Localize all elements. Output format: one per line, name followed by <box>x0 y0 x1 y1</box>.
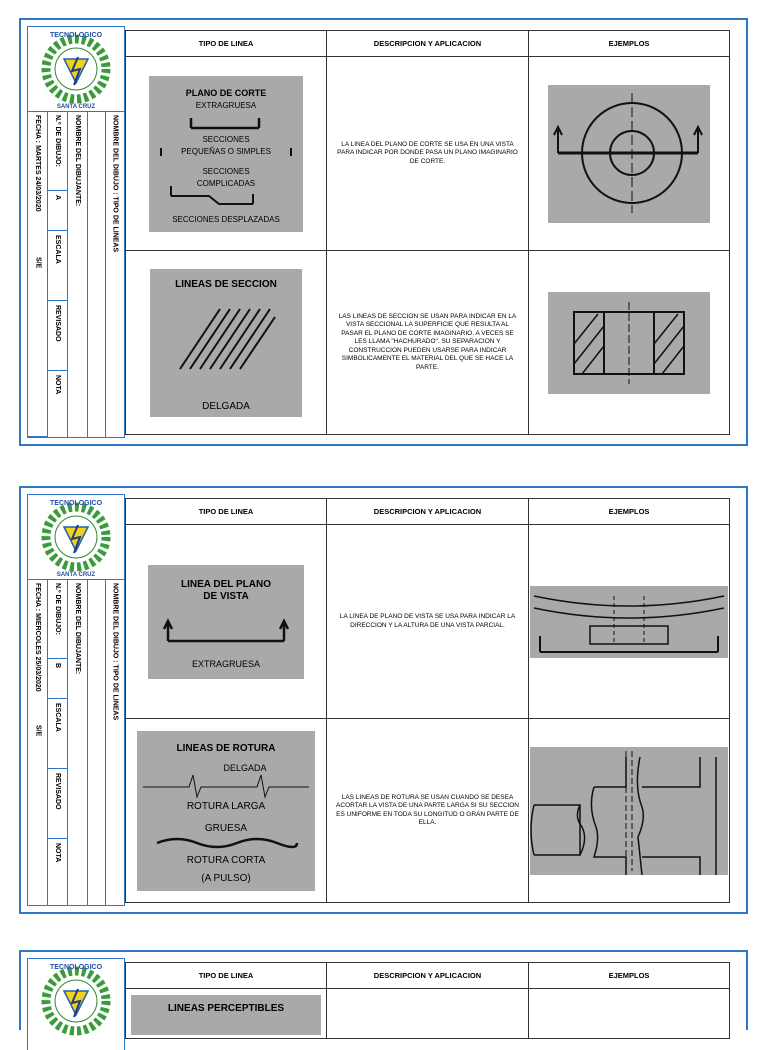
header-ejemplos: EJEMPLOS <box>529 31 730 57</box>
photo-label: PEQUEÑAS O SIMPLES <box>181 146 271 156</box>
header-desc: DESCRIPCION Y APLICACION <box>327 963 529 989</box>
nombre-dibujante: NOMBRE DEL DIBUJANTE: <box>74 583 81 675</box>
example-seccion <box>548 292 710 394</box>
title-block <box>27 26 125 438</box>
photo-label: (A PULSO) <box>201 872 251 884</box>
photo-label: DELGADA <box>223 762 267 773</box>
header-tipo: TIPO DE LINEA <box>126 31 327 57</box>
photo-label: LINEAS DE SECCION <box>175 278 277 290</box>
logo-text-top: TECNOLOGICO <box>49 500 103 507</box>
school-logo <box>28 959 124 1043</box>
ejemplo-cell <box>529 989 730 1039</box>
photo-label: SECCIONES DESPLAZADAS <box>172 214 280 224</box>
escala-label: ESCALA <box>54 235 61 264</box>
line-types-table <box>125 962 730 1039</box>
header-tipo: TIPO DE LINEA <box>126 499 327 525</box>
line-types-table <box>125 498 730 903</box>
photo-label: SECCIONES <box>202 166 250 176</box>
escala-value: S/E <box>34 257 42 269</box>
tipo-cell <box>126 251 327 435</box>
example-rotura <box>530 747 728 875</box>
revisado-label: REVISADO <box>54 773 61 810</box>
num-dibujo-label: N.º DE DIBUJO: <box>54 115 61 167</box>
header-tipo: TIPO DE LINEA <box>126 963 327 989</box>
photo-lineas-seccion <box>150 269 302 417</box>
photo-label: ROTURA LARGA <box>186 800 266 812</box>
desc-cell: LA LINEA DE PLANO DE VISTA SE USA PARA INDICAR LA DIRECCION Y LA ALTURA DE UNA VISTA PARCIAL. <box>327 525 529 719</box>
desc-cell <box>327 989 529 1039</box>
fecha: FECHA : MARTES 24/03/2020 <box>34 115 41 212</box>
sheet-2 <box>19 486 748 914</box>
num-dibujo-label: N.º DE DIBUJO: <box>54 583 61 635</box>
sheet-1 <box>19 18 748 446</box>
school-logo <box>28 495 124 580</box>
fecha: FECHA : MIERCOLES 25/03/2020 <box>34 583 41 692</box>
photo-label: LINEA DEL PLANO <box>180 578 272 590</box>
tipo-cell <box>126 719 327 903</box>
header-ejemplos: EJEMPLOS <box>529 963 730 989</box>
nombre-dibujo: NOMBRE DEL DIBUJO : TIPO DE LINEAS <box>111 115 119 253</box>
nombre-dibujo: NOMBRE DEL DIBUJO : TIPO DE LINEAS <box>111 583 119 721</box>
logo-text-bottom: SANTA CRUZ <box>56 572 96 578</box>
nota-label: NOTA <box>54 843 61 863</box>
ejemplo-cell <box>529 57 730 251</box>
line-types-table <box>125 30 730 435</box>
tipo-cell <box>126 989 327 1039</box>
photo-label: EXTRAGRUESA <box>195 100 257 110</box>
nombre-dibujante: NOMBRE DEL DIBUJANTE: <box>74 115 81 207</box>
nota-label: NOTA <box>54 375 61 395</box>
photo-label: GRUESA <box>204 822 248 834</box>
escala-value: S/E <box>34 725 42 737</box>
escala-label: ESCALA <box>54 703 61 732</box>
ejemplo-cell <box>529 251 730 435</box>
photo-label: COMPLICADAS <box>196 178 256 188</box>
photo-plano-corte <box>149 76 303 232</box>
header-ejemplos: EJEMPLOS <box>529 499 730 525</box>
logo-text-bottom: SANTA CRUZ <box>56 104 96 110</box>
tipo-cell <box>126 57 327 251</box>
example-plano-vista <box>530 586 728 658</box>
photo-lineas-rotura <box>137 731 315 891</box>
revisado-label: REVISADO <box>54 305 61 342</box>
photo-label: LINEAS PERCEPTIBLES <box>167 1003 285 1014</box>
header-desc: DESCRIPCION Y APLICACION <box>327 31 529 57</box>
photo-plano-vista <box>148 565 304 679</box>
desc-cell: LAS LINEAS DE ROTURA SE USAN CUANDO SE DESEA ACORTAR LA VISTA DE UNA PARTE LARGA SI SU SECCION ES UNIFORME EN TODA SU LONGITUD O GRAN PARTE DE ELLA. <box>327 719 529 903</box>
header-desc: DESCRIPCION Y APLICACION <box>327 499 529 525</box>
logo-text-top: TECNOLOGICO <box>49 964 103 971</box>
example-plano-corte <box>548 85 710 223</box>
school-logo <box>28 27 124 112</box>
photo-label: EXTRAGRUESA <box>191 658 261 669</box>
photo-label: SECCIONES <box>202 134 250 144</box>
photo-label: LINEAS DE ROTURA <box>176 742 276 754</box>
num-dibujo: A <box>54 195 61 201</box>
photo-label: DELGADA <box>202 400 250 412</box>
photo-label: PLANO DE CORTE <box>185 87 267 98</box>
num-dibujo: B <box>54 663 61 669</box>
photo-lineas-perceptibles <box>131 995 321 1035</box>
desc-cell: LAS LINEAS DE SECCION SE USAN PARA INDICAR EN LA VISTA SECCIONAL LA SUPERFICIE QUE RESULTA AL PASAR EL PLANO DE CORTE IMAGINARIO. A VECES SE LES LLAMA "HACHURADO". SU SEPARACION Y CONSTRUCCION PUEDEN USARSE PARA INDICAR SIMBOLICAMENTE EL MATERIAL DEL QUE SE HACE LA PARTE. <box>327 251 529 435</box>
photo-label: DE VISTA <box>203 590 249 602</box>
ejemplo-cell <box>529 525 730 719</box>
sheet-3 <box>19 950 748 1030</box>
tipo-cell <box>126 525 327 719</box>
desc-cell: LA LINEA DEL PLANO DE CORTE SE USA EN UNA VISTA PARA INDICAR POR DONDE PASA UN PLANO IMAGINARIO DE CORTE. <box>327 57 529 251</box>
title-block <box>27 494 125 906</box>
photo-label: ROTURA CORTA <box>186 854 266 866</box>
ejemplo-cell <box>529 719 730 903</box>
title-block <box>27 958 125 1050</box>
logo-text-top: TECNOLOGICO <box>49 32 103 39</box>
